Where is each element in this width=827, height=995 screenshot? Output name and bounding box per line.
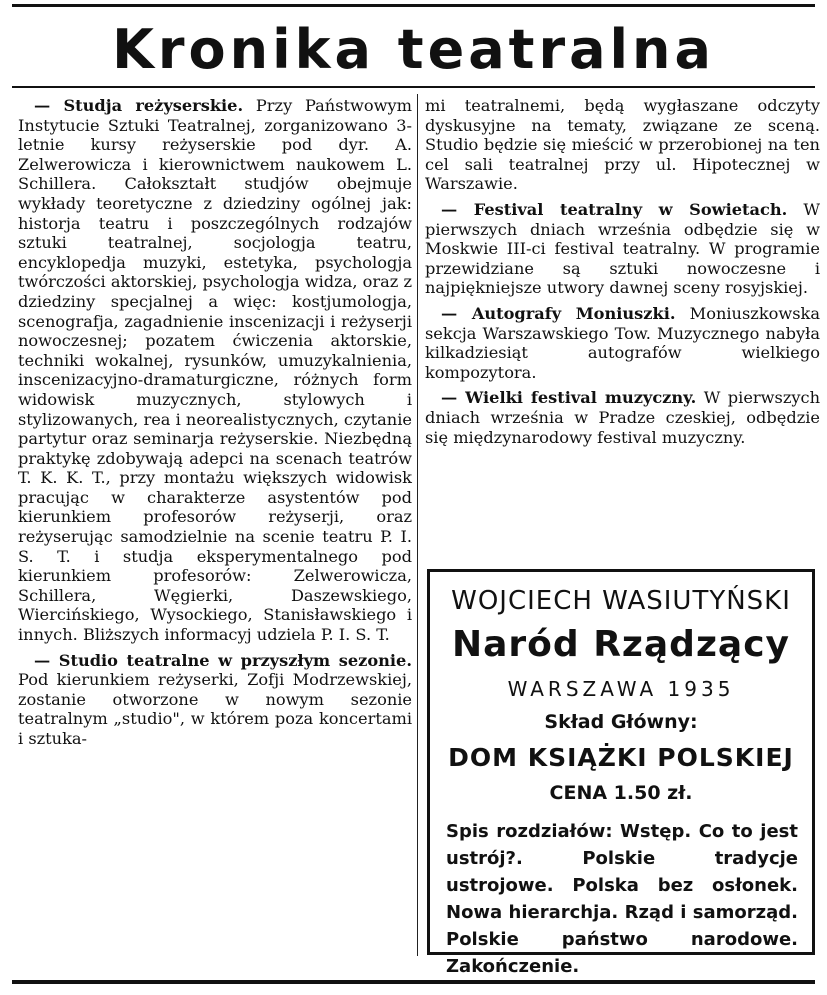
- article-text: Przy Państwowym Instytucie Sztuki Teatralnej, zorganizowano 3-letnie kursy reżyserskie pod dyr. A. Zelwerowicza i kierownictwem naukowem L. Schillera. Całokształt studjów obejmuje wykłady teoretyczne z dziedziny ogólnej jak: historja teatru i poszczególnych rodzajów sztuki teatralnej, socjologja teatru, encyklopedja muzyki, estetyka, psychologja twórczości aktorskiej, psychologja widza, oraz z dziedziny specjalnej a więc: kostjumologja, scenografja, zagadnienie inscenizacji i reżyserji nowoczesnej; pozatem ćwiczenia aktorskie, techniki wokalnej, rysunków, umuzykalnienia, inscenizacyjno-dramaturgiczne, różnych form widowisk muzycznych, stylowych i stylizowanych, rea i neorealistycznych, czytanie partytur oraz seminarja reżyserskie. Niezbędną praktykę zdobywają adepci na scenach teatrów T. K. K. T., przy montażu większych widowisk pracując w charakterze asystentów pod kierunkiem profesorów reżyserji, oraz reżyserując samodzielnie na scenie teatru P. I. S. T. i studja eksperymentalnego pod kierunkiem profesorów: Zelwerowicza, Schillera, Węgierki, Daszewskiego, Wiercińskiego, Wysockiego, Stanisławskiego i innych. Bliższych informacyj udziela P. I. S. T.: [18, 96, 412, 645]
- ad-table-of-contents: Spis rozdziałów: Wstęp. Co to jest ustrój?. Polskie tradycje ustrojowe. Polska bez osłonek. Nowa hierarchja. Rząd i samorząd. Polskie państwo narodowe. Zakończenie.: [446, 821, 798, 977]
- headline-rule: [12, 86, 815, 88]
- ad-distributor-label: Skład Główny:: [544, 711, 698, 733]
- article-text: Moniuszkowska sekcja Warszawskiego Tow. Muzycznego nabyła kilkadziesiąt autografów wielkiego kompozytora.: [425, 303, 820, 382]
- ad-distributor: DOM KSIĄŻKI POLSKIEJ: [448, 743, 794, 772]
- top-rule: [12, 4, 815, 7]
- ad-author: WOJCIECH WASIUTYŃSKI: [451, 586, 791, 616]
- article-lead: — Studio teatralne w przyszłym sezonie.: [34, 650, 412, 670]
- article-lead: — Festival teatralny w Sowietach.: [441, 199, 788, 219]
- right-column: [425, 96, 820, 453]
- article-festival-sowiety: [425, 200, 820, 298]
- article-text: mi teatralnemi, będą wygłaszane odczyty dyskusyjne na tematy, związane ze sceną. Studio będzie się mieścić w przerobionej na ten cel sali teatralnej przy ul. Hipotecznej w Warszawie.: [425, 96, 820, 194]
- bottom-rule: [12, 980, 815, 984]
- article-autografy: [425, 304, 820, 382]
- ad-book-title: Naród Rządzący: [452, 624, 790, 665]
- left-column: [18, 96, 412, 755]
- article-studio-continued: [425, 96, 820, 194]
- article-lead: — Wielki festival muzyczny.: [441, 388, 697, 408]
- ad-price: CENA 1.50 zł.: [549, 782, 693, 804]
- article-studio: [18, 651, 412, 749]
- article-lead: — Studja reżyserskie.: [34, 96, 244, 115]
- column-divider: [417, 94, 418, 956]
- book-advertisement: [427, 569, 815, 977]
- article-studja: [18, 96, 412, 645]
- article-text: Pod kierunkiem reżyserki, Zofji Modrzewskiej, zostanie otworzone w nowym sezonie teatralnym „studio", w którem poza koncertami i sztuka-: [18, 670, 412, 748]
- page-headline: Kronika teatralna: [112, 18, 715, 81]
- article-lead: — Autografy Moniuszki.: [441, 303, 676, 323]
- article-festival-muzyczny: [425, 388, 820, 447]
- article-text: W pierwszych dniach września odbędzie się w Moskwie III-ci festival teatralny. W programie przewidziane są sztuki nowoczesne i najpiękniejsze utwory dawnej sceny rosyjskiej.: [425, 199, 820, 298]
- ad-place-year: WARSZAWA 1935: [507, 677, 735, 701]
- article-text: W pierwszych dniach września w Pradze czeskiej, odbędzie się międzynarodowy festival muzyczny.: [425, 388, 820, 447]
